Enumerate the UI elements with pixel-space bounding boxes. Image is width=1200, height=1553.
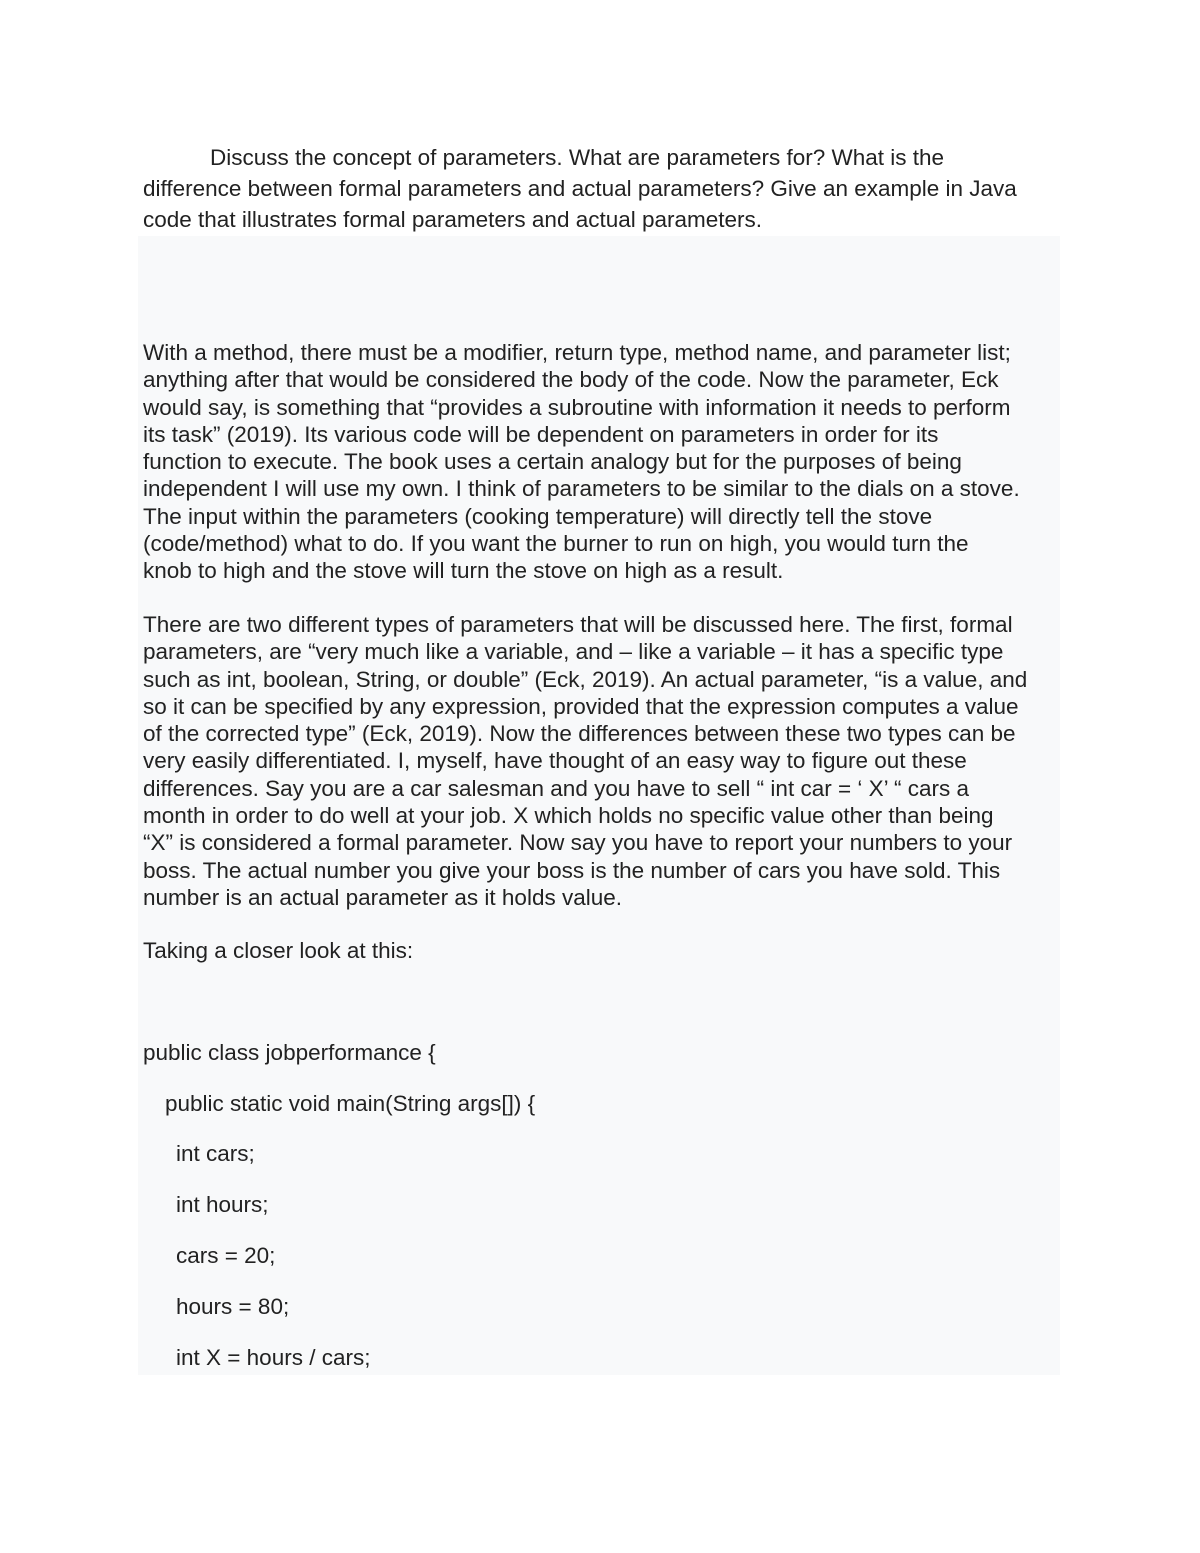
text-line: Taking a closer look at this: — [143, 938, 414, 963]
text-line: month in order to do well at your job. X which holds no specific value other than being — [143, 803, 994, 829]
code-line: public static void main(String args[]) { — [165, 1091, 536, 1116]
text-line: There are two different types of parameters that will be discussed here. The first, formal — [143, 612, 1013, 637]
question-line: Discuss the concept of parameters. What are parameters for? What is the — [210, 145, 945, 170]
text-line: very easily differentiated. I, myself, have thought of an easy way to figure out these — [143, 748, 967, 774]
code-line: int hours; — [176, 1192, 269, 1217]
text-line: would say, is something that “provides a subroutine with information it needs to perform — [143, 394, 1011, 420]
text-line: knob to high and the stove will turn the stove on high as a result. — [143, 558, 784, 584]
code-line: cars = 20; — [176, 1243, 276, 1268]
code-line: int X = hours / cars; — [176, 1345, 371, 1370]
text-line: parameters, are “very much like a variable, and – like a variable – it has a specific type — [143, 639, 1004, 665]
code-line: int cars; — [176, 1141, 255, 1166]
code-line: hours = 80; — [176, 1294, 290, 1319]
answer-paragraph-2 — [143, 611, 1068, 911]
text-line: function to execute. The book uses a certain analogy but for the purposes of being — [143, 449, 962, 475]
text-line: of the corrected type” (Eck, 2019). Now the differences between these two types can be — [143, 721, 1016, 747]
text-line: independent I will use my own. I think of parameters to be similar to the dials on a stove. — [143, 476, 1020, 502]
answer-paragraph-1 — [143, 339, 1068, 585]
text-line: number is an actual parameter as it holds value. — [143, 884, 623, 910]
text-line: The input within the parameters (cooking temperature) will directly tell the stove — [143, 503, 933, 529]
text-line: so it can be specified by any expression, provided that the expression computes a value — [143, 693, 1019, 719]
text-line: “X” is considered a formal parameter. Now say you have to report your numbers to your — [143, 830, 1013, 856]
text-line: its task” (2019). Its various code will be dependent on parameters in order for its — [143, 421, 939, 447]
text-line: such as int, boolean, String, or double” (Eck, 2019). An actual parameter, “is a value, and — [143, 666, 1028, 692]
question-line: difference between formal parameters and actual parameters? Give an example in Java — [143, 176, 1017, 201]
text-line: With a method, there must be a modifier, return type, method name, and parameter list; — [143, 340, 1011, 365]
question-line: code that illustrates formal parameters and actual parameters. — [143, 207, 763, 232]
text-line: boss. The actual number you give your boss is the number of cars you have sold. This — [143, 857, 1001, 883]
question-prompt — [143, 142, 1063, 235]
text-line: (code/method) what to do. If you want the burner to run on high, you would turn the — [143, 531, 969, 557]
answer-paragraph-3 — [143, 937, 1068, 964]
code-line: public class jobperformance { — [143, 1040, 436, 1065]
text-line: differences. Say you are a car salesman and you have to sell “ int car = ‘ X’ “ cars a — [143, 775, 970, 801]
text-line: anything after that would be considered the body of the code. Now the parameter, Eck — [143, 367, 999, 393]
